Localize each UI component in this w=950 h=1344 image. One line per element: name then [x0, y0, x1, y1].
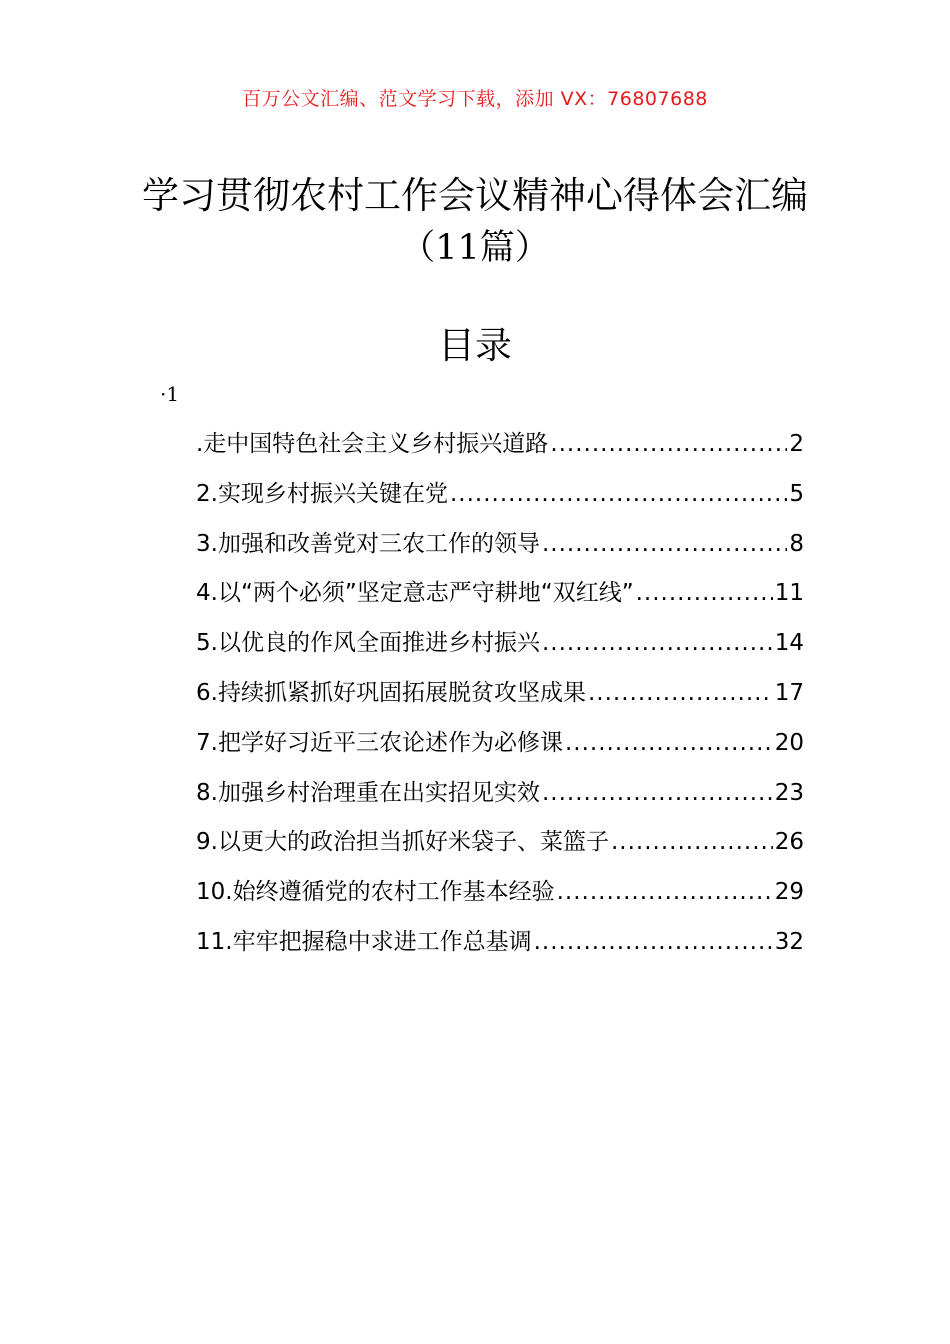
toc-item[interactable]	[196, 571, 804, 621]
toc-item-page: 5	[789, 480, 804, 507]
table-of-contents	[196, 422, 804, 970]
toc-item-title: 6.持续抓紧抓好巩固拓展脱贫攻坚成果	[196, 679, 586, 706]
toc-leader-dots	[542, 522, 787, 566]
toc-leader-dots	[550, 422, 787, 466]
toc-item-page: 17	[774, 679, 804, 706]
toc-heading: 目录	[438, 324, 512, 367]
toc-item-title: 5.以优良的作风全面推进乡村振兴	[196, 630, 540, 657]
subtitle-open-paren: （	[400, 228, 436, 268]
toc-leader-dots	[450, 472, 787, 516]
toc-leader-dots	[534, 920, 773, 964]
toc-item-page: 23	[774, 779, 804, 806]
toc-leader-dots	[611, 820, 773, 864]
toc-item-title: .走中国特色社会主义乡村振兴道路	[196, 431, 549, 457]
toc-item-page: 26	[774, 829, 804, 856]
toc-item-page: 29	[774, 879, 804, 906]
subtitle-count: 11	[435, 228, 480, 268]
toc-item-page: 14	[774, 630, 804, 657]
subtitle-close-paren: ）	[514, 228, 550, 268]
toc-item-title: 4.以“两个必须”坚定意志严守耕地“双红线”	[196, 580, 634, 607]
toc-item[interactable]	[196, 721, 804, 771]
toc-item-title: 3.加强和改善党对三农工作的领导	[196, 530, 540, 557]
toc-item[interactable]	[196, 920, 804, 970]
toc-item[interactable]	[196, 820, 804, 870]
toc-item[interactable]	[196, 472, 804, 522]
toc-leader-dots	[557, 870, 773, 914]
toc-item-page: 8	[789, 530, 804, 557]
subtitle-unit: 篇	[479, 228, 515, 268]
toc-item-title: 11.牢牢把握稳中求进工作总基调	[196, 928, 532, 955]
stray-mark: ·1	[160, 382, 180, 406]
toc-leader-dots	[565, 721, 773, 765]
toc-leader-dots	[588, 671, 773, 715]
toc-leader-dots	[542, 621, 773, 665]
toc-item-page: 20	[774, 729, 804, 756]
toc-item-title: 2.实现乡村振兴关键在党	[196, 480, 448, 507]
toc-item-page: 32	[774, 928, 804, 955]
toc-item[interactable]	[196, 522, 804, 572]
document-title: 学习贯彻农村工作会议精神心得体会汇编	[142, 174, 808, 217]
toc-item[interactable]	[196, 621, 804, 671]
toc-item-title: 7.把学好习近平三农论述作为必修课	[196, 729, 563, 756]
toc-item-title: 10.始终遵循党的农村工作基本经验	[196, 879, 555, 906]
document-subtitle	[0, 226, 950, 270]
toc-leader-dots	[636, 571, 773, 615]
header-note: 百万公文汇编、范文学习下载，添加 VX：76807688	[242, 88, 708, 110]
toc-item-page: 11	[774, 580, 804, 607]
toc-item-title: 8.加强乡村治理重在出实招见实效	[196, 779, 540, 806]
toc-item[interactable]	[196, 870, 804, 920]
toc-item[interactable]	[196, 771, 804, 821]
toc-item-title: 9.以更大的政治担当抓好米袋子、菜篮子	[196, 829, 609, 856]
toc-item-page: 2	[789, 431, 804, 457]
toc-item[interactable]	[196, 671, 804, 721]
toc-leader-dots	[542, 771, 773, 815]
toc-item[interactable]	[196, 422, 804, 472]
